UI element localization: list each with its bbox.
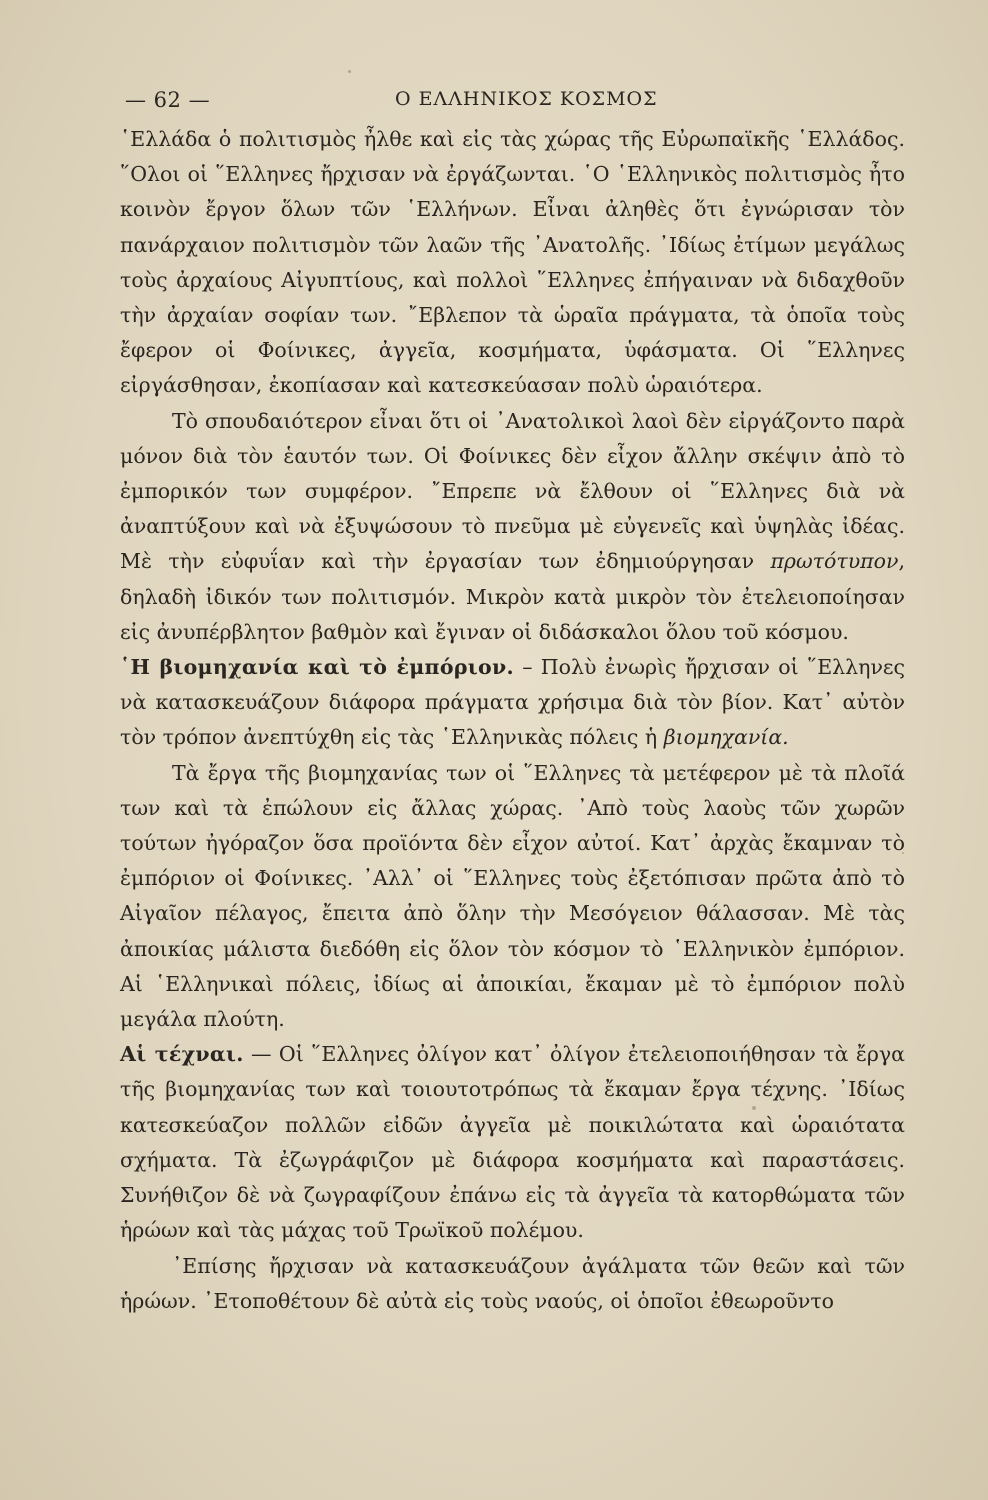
section-industry-emphasis: βιομηχανία. <box>663 725 789 750</box>
paragraph-4 <box>120 1249 905 1319</box>
paragraph-3-text: Τὰ ἔργα τῆς βιομηχανίας των οἱ ῞Ελληνες τὰ μετέφερον μὲ τὰ πλοῖά των καὶ τὰ ἐπώλουν εἰς ἄλλας χώρας. ᾿Απὸ τοὺς λαοὺς τῶν χωρῶν τούτων ἠγόραζον ὅσα προϊόντα δὲν εἶχον αὐτοί. Κατ᾿ ἀρχὰς ἔκαμναν τὸ ἐμπόριον οἱ Φοίνικες. ᾿Αλλ᾿ οἱ ῞Ελληνες τοὺς ἐξετόπισαν πρῶτα ἀπὸ τὸ Αἰγαῖον πέλαγος, ἔπειτα ἀπὸ ὅλην τὴν Μεσόγειον θάλασσαν. Μὲ τὰς ἀποικίας μάλιστα διεδόθη εἰς ὅλον τὸν κόσμον τὸ ῾Ελληνικὸν ἐμπόριον. Αἱ ῾Ελληνικαὶ πόλεις, ἰδίως αἱ ἀποικίαι, ἔκαμαν μὲ τὸ ἐμπόριον πολὺ μεγάλα πλούτη. <box>120 760 905 1032</box>
paragraph-2 <box>120 404 905 650</box>
paragraph-2-end: , δηλαδὴ ἰδικόν των πολιτισμόν. Μικρὸν κατὰ μικρὸν τὸν ἐτελειοποίησαν εἰς ἀνυπέρβλητον βαθμὸν καὶ ἔγιναν οἱ διδάσκαλοι ὅλου τοῦ κόσμου. <box>120 549 905 644</box>
paragraph-1-text: ῾Ελλάδα ὁ πολιτισμὸς ἦλθε καὶ εἰς τὰς χώρας τῆς Εὐρωπαϊκῆς ῾Ελλάδος. ῞Ολοι οἱ ῞Ελληνες ἤρχισαν νὰ ἐργάζωνται. ῾Ο ῾Ελληνικὸς πολιτισμὸς ἦτο κοινὸν ἔργον ὅλων τῶν ῾Ελλήνων. Εἶναι ἀληθὲς ὅτι ἐγνώρισαν τὸν πανάρχαιον πολιτισμὸν τῶν λαῶν τῆς ᾿Ανατολῆς. ᾿Ιδίως ἐτίμων μεγάλως τοὺς ἀρχαίους Αἰγυπτίους, καὶ πολλοὶ ῞Ελληνες ἐπήγαιναν νὰ διδαχθοῦν τὴν ἀρχαίαν σοφίαν των. ῎Εβλεπον τὰ ὡραῖα πράγματα, τὰ ὁποῖα τοὺς ἔφερον οἱ Φοίνικες, ἀγγεῖα, κοσμήματα, ὑφάσματα. Οἱ ῞Ελληνες εἰργάσθησαν, ἐκοπίασαν καὶ κατεσκεύασαν πολὺ ὡραιότερα. <box>120 127 905 398</box>
page-number: — 62 — <box>125 88 211 112</box>
section-industry-heading: ῾Η βιομηχανία καὶ τὸ ἐμπόριον. <box>120 655 514 680</box>
page-header <box>125 88 905 122</box>
running-title: Ο ΕΛΛΗΝΙΚΟΣ ΚΟΣΜΟΣ <box>395 88 658 110</box>
body-text <box>120 122 905 1319</box>
section-arts <box>120 1037 905 1248</box>
paragraph-4-text: ᾿Επίσης ἤρχισαν νὰ κατασκευάζουν ἀγάλματα τῶν θεῶν καὶ τῶν ἡρώων. ᾿Ετοποθέτουν δὲ αὐτὰ εἰς τοὺς ναούς, οἱ ὁποῖοι ἐθεωροῦντο <box>120 1253 905 1313</box>
paragraph-3 <box>120 756 905 1038</box>
paper-speck <box>348 70 351 73</box>
section-industry <box>120 650 905 756</box>
paragraph-2-text: Τὸ σπουδαιότερον εἶναι ὅτι οἱ ᾿Ανατολικοὶ λαοὶ δὲν εἰργάζοντο παρὰ μόνον διὰ τὸν ἑαυτόν των. Οἱ Φοίνικες δὲν εἶχον ἄλλην σκέψιν ἀπὸ τὸ ἐμπορικόν των συμφέρον. ῎Επρεπε νὰ ἔλθουν οἱ ῞Ελληνες διὰ νὰ ἀναπτύξουν καὶ νὰ ἐξυψώσουν τὸ πνεῦμα μὲ εὐγενεῖς καὶ ὑψηλὰς ἰδέας. Μὲ τὴν εὐφυΐαν καὶ τὴν ἐργασίαν των ἐδημιούργησαν <box>120 408 905 574</box>
section-arts-heading: Αἱ τέχναι. <box>120 1042 244 1067</box>
section-arts-text: — Οἱ ῞Ελληνες ὀλίγον κατ᾿ ὀλίγον ἐτελειοποιήθησαν τὰ ἔργα τῆς βιομηχανίας των καὶ τοιουτοτρόπως τὰ ἔκαμαν ἔργα τέχνης. ᾿Ιδίως κατεσκεύαζον πολλῶν εἰδῶν ἀγγεῖα μὲ ποικιλώτατα καὶ ὡραιότατα σχήματα. Τὰ ἐζωγράφιζον μὲ διάφορα κοσμήματα καὶ παραστάσεις. Συνήθιζον δὲ νὰ ζωγραφίζουν ἐπάνω εἰς τὰ ἀγγεῖα τὰ κατορθώματα τῶν ἡρώων καὶ τὰς μάχας τοῦ Τρωϊκοῦ πολέμου. <box>120 1042 905 1243</box>
section-industry-text: – Πολὺ ἐνωρὶς ἤρχισαν οἱ ῞Ελληνες νὰ κατασκευάζουν διάφορα πράγματα χρήσιμα διὰ τὸν βίον. Κατ᾿ αὐτὸν τὸν τρόπον ἀνεπτύχθη εἰς τὰς ῾Ελληνικὰς πόλεις ἡ <box>120 655 906 750</box>
paragraph-2-emphasis: πρωτότυπον <box>770 549 899 574</box>
paragraph-1 <box>120 122 905 404</box>
